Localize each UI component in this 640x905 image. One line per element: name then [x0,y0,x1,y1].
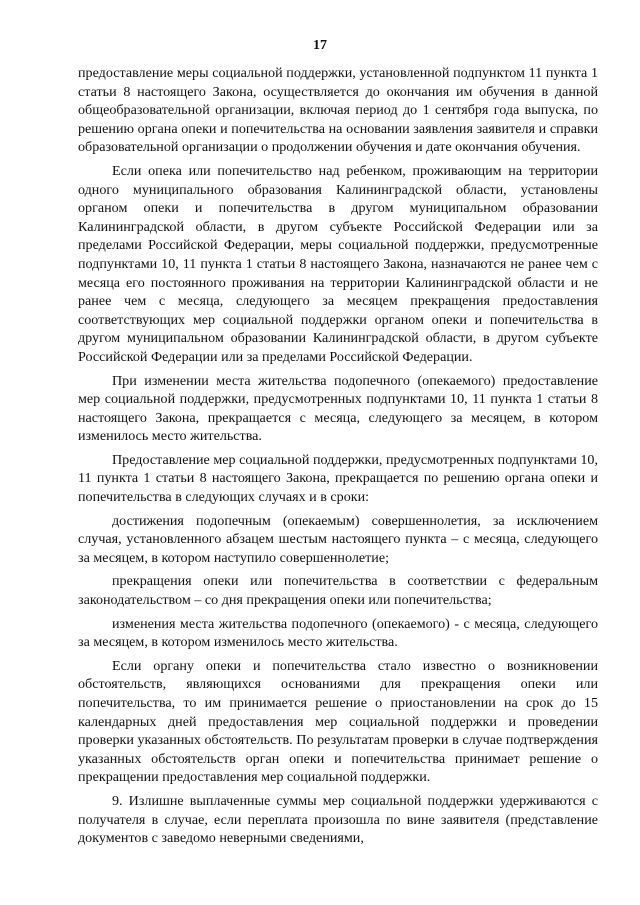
paragraph-guardianship-other-territory: Если опека или попечительство над ребенком, проживающим на территории одного муниципального образования Калининградской области, установлены органом опеки и попечительства в другом муниципальном образовании Калининградской области, в другом субъекте Российской Федерации или за пределами Российской Федерации, меры социальной поддержки, предусмотренные подпунктами 10, 11 пункта 1 статьи 8 настоящего Закона, назначаются не ранее чем с месяца его постоянного проживания на территории Калининградской области и не ранее чем с месяца, следующего за месяцем прекращения предоставления соответствующих мер социальной поддержки органом опеки и попечительства в другом муниципальном образовании Калининградской области, в другом субъекте Российской Федерации или за пределами Российской Федерации. [78,162,598,365]
paragraph-case-residence-changed: изменения места жительства подопечного (опекаемого) - с месяца, следующего за месяцем, в котором изменилось место жительства. [78,615,598,651]
paragraph-continuation: предоставление меры социальной поддержки, установленной подпунктом 11 пункта 1 статьи 8 настоящего Закона, осуществляется до окончания им обучения в данной общеобразовательной организации, включая период до 1 сентября года выпуска, по решению органа опеки и попечительства на основании заявления заявителя и справки образовательной организации о продолжении обучения и дате окончания обучения. [78,65,598,156]
page-number: 17 [313,38,327,53]
paragraph-suspension: Если органу опеки и попечительства стало известно о возникновении обстоятельств, являющихся основаниями для прекращения опеки или попечительства, то им принимается решение о приостановлении на срок до 15 календарных дней предоставления мер социальной поддержки и проведении проверки указанных обстоятельств. По результатам проверки в случае подтверждения указанных обстоятельств орган опеки и попечительства принимает решение о прекращении предоставления мер социальной поддержки. [78,657,598,786]
paragraph-case-guardianship-ended: прекращения опеки или попечительства в соответствии с федеральным законодательством – со дня прекращения опеки или попечительства; [78,573,598,609]
paragraph-case-adulthood: достижения подопечным (опекаемым) совершеннолетия, за исключением случая, установленного абзацем шестым настоящего пункта – с месяца, следующего за месяцем, в котором наступило совершеннолетие; [78,512,598,566]
paragraph-change-of-residence: При изменении места жительства подопечного (опекаемого) предоставление мер социальной поддержки, предусмотренных подпунктами 10, 11 пункта 1 статьи 8 настоящего Закона, прекращается с месяца, следующего за месяцем, в котором изменилось место жительства. [78,372,598,445]
document-body [78,64,598,853]
paragraph-termination-cases: Предоставление мер социальной поддержки, предусмотренных подпунктами 10, 11 пункта 1 статьи 8 настоящего Закона, прекращается по решению органа опеки и попечительства в следующих случаях и в сроки: [78,451,598,506]
paragraph-item-9: 9. Излишне выплаченные суммы мер социальной поддержки удерживаются с получателя в случае, если переплата произошла по вине заявителя (представление документов с заведомо неверными сведениями, [78,792,598,847]
